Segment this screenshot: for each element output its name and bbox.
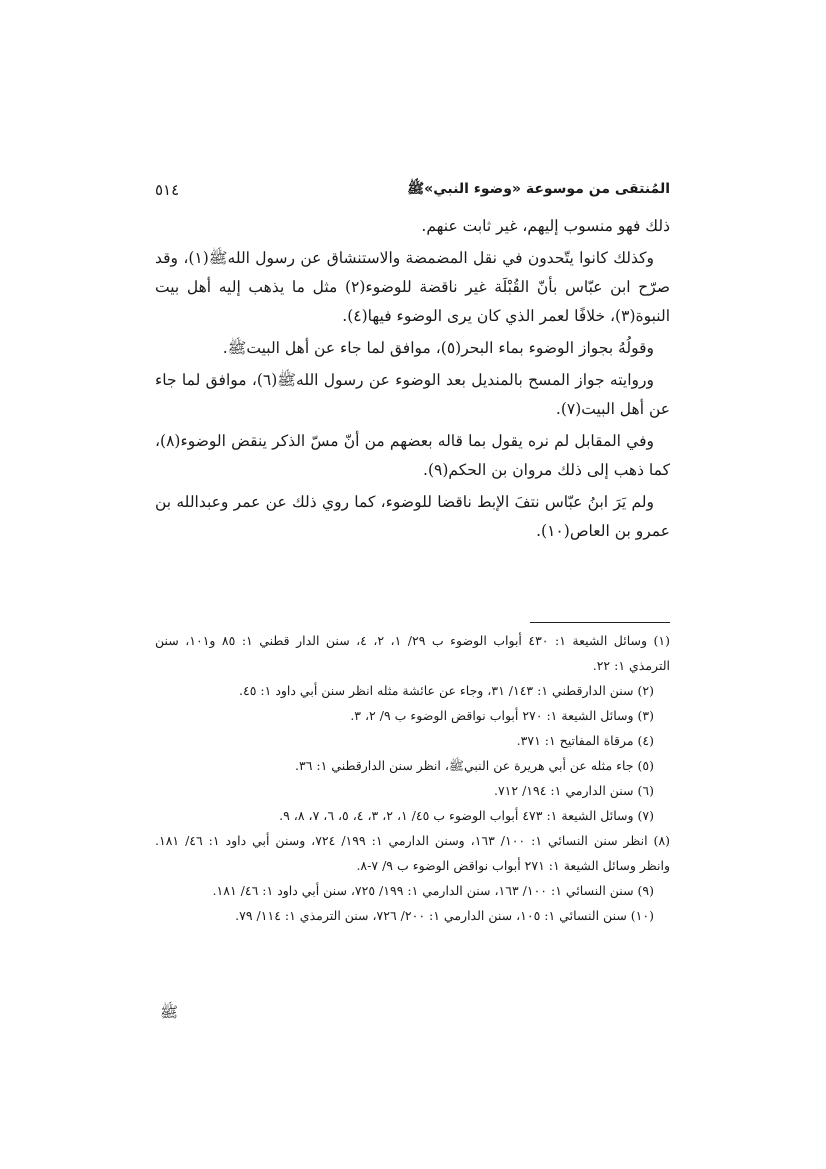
footnote: (٥) جاء مثله عن أبي هريرة عن النبيﷺ، انظر سنن الدارقطني ١: ٣٦.: [295, 758, 654, 773]
footnotes: [155, 628, 670, 928]
footnote-separator: [530, 622, 670, 623]
page-number: ٥١٤: [155, 181, 180, 199]
footnote: (٩) سنن النسائي ١: ١٠٠/ ١٦٣، سنن الدارمي ١: ١٩٩/ ٧٢٥، سنن أبي داود ١: ٤٦/ ١٨١.: [212, 883, 654, 898]
paragraph: وفي المقابل لم نره يقول بما قاله بعضهم من أنّ مسّ الذكر ينقض الوضوء(٨)، كما ذهب إلى ذلك مروان بن الحكم(٩).: [155, 432, 670, 479]
paragraph: وكذلك كانوا يتّحدون في نقل المضمضة والاستنشاق عن رسول اللهﷺ(١)، وقد صرّح ابن عبّاس بأنّ القُبْلَة غير ناقضة للوضوء(٢) مثل ما يذهب إليه أهل بيت النبوة(٣)، خلافًا لعمر الذي كان يرى الوضوء فيها(٤).: [155, 249, 670, 325]
end-mark-glyph: ﷺ: [160, 1003, 179, 1021]
paragraph: وقولُهُ بجواز الوضوء بماء البحر(٥)، موافق لما جاء عن أهل البيتﷺ.: [222, 339, 654, 357]
header-title: المُنتقى من موسوعة «وضوء النبي»ﷺ: [407, 181, 670, 197]
footnote: (٤) مرقاة المفاتيح ١: ٣٧١.: [516, 733, 654, 748]
running-header: [155, 178, 670, 202]
footnote: (٧) وسائل الشيعة ١: ٤٧٣ أبواب الوضوء ب ٤٥/ ١، ٢، ٣، ٤، ٥، ٦، ٧، ٨، ٩.: [279, 808, 654, 823]
main-text: [155, 212, 670, 549]
footnote: (٣) وسائل الشيعة ١: ٢٧٠ أبواب نواقض الوضوء ب ٩/ ٢، ٣.: [350, 708, 654, 723]
footnote: (١٠) سنن النسائي ١: ١٠٥، سنن الدارمي ١: ٢٠٠/ ٧٢٦، سنن الترمذي ١: ١١٤/ ٧٩.: [235, 908, 654, 923]
footnote: (٢) سنن الدارقطني ١: ١٤٣/ ٣١، وجاء عن عائشة مثله انظر سنن أبي داود ١: ٤٥.: [239, 683, 654, 698]
paragraph: ولم يَرَ ابنُ عبّاس نتفَ الإبط ناقضا للوضوء، كما روي ذلك عن عمر وعبدالله بن عمرو بن العاص(١٠).: [155, 493, 670, 540]
footnote: (١) وسائل الشيعة ١: ٤٣٠ أبواب الوضوء ب ٢٩/ ١، ٢، ٤، سنن الدار قطني ١: ٨٥ و١٠١، سنن الترمذي ١: ٢٢.: [155, 633, 670, 673]
footnote: (٦) سنن الدارمي ١: ١٩٤/ ٧١٢.: [493, 783, 654, 798]
paragraph: ذلك فهو منسوب إليهم، غير ثابت عنهم.: [421, 217, 670, 235]
paragraph: وروايته جواز المسح بالمنديل بعد الوضوء عن رسول اللهﷺ(٦)، موافق لما جاء عن أهل البيت(٧).: [155, 371, 670, 418]
footnote: (٨) انظر سنن النسائي ١: ١٠٠/ ١٦٣، وسنن الدارمي ١: ١٩٩/ ٧٢٤، وسنن أبي داود ١: ٤٦/ ١٨١. وانظر وسائل الشيعة ١: ٢٧١ أبواب نواقض الوضوء ب ٩/ ٧-٨.: [155, 833, 671, 873]
